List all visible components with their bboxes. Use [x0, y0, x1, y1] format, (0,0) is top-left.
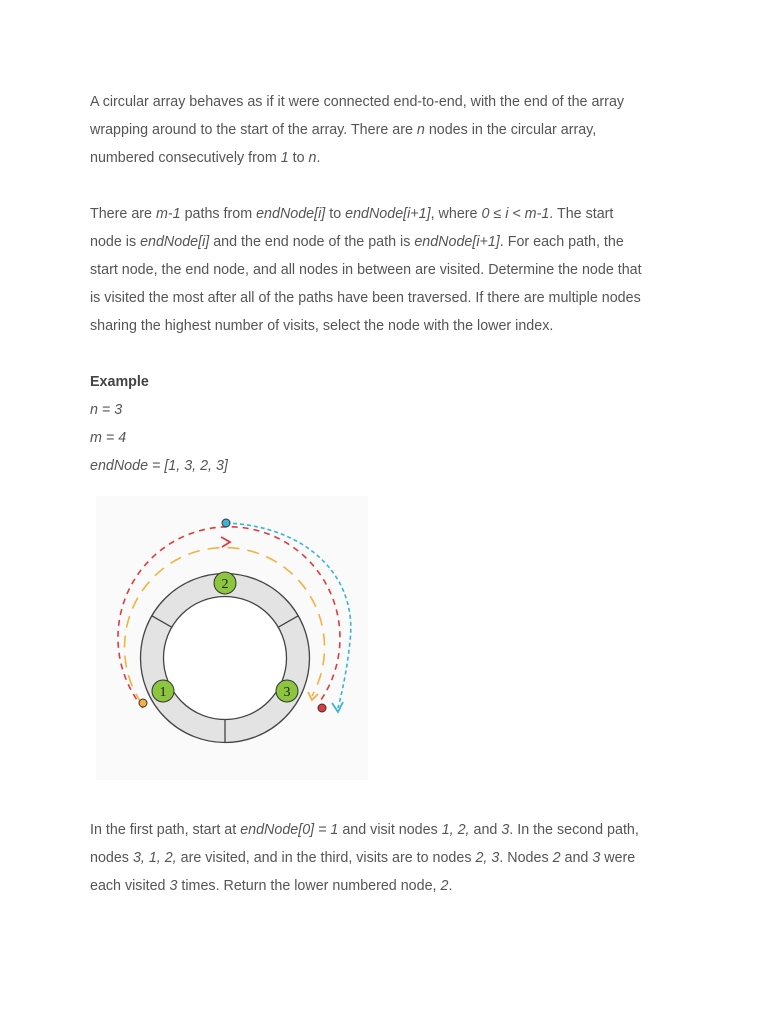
- var-answer: 2: [440, 878, 449, 894]
- paths-text: node is: [90, 234, 141, 250]
- paths-text: . The start: [549, 206, 614, 222]
- var-node: 3: [501, 822, 510, 838]
- intro-line-2: wrapping around to the start of the array. There are: [90, 122, 417, 138]
- paths-text: , where: [430, 206, 482, 222]
- var-count: 3: [169, 878, 178, 894]
- explanation-text: .: [448, 878, 453, 894]
- var-m1: m-1: [155, 206, 181, 222]
- paths-line-5: sharing the highest number of visits, select the node with the lower index.: [90, 318, 554, 334]
- intro-line-1: A circular array behaves as if it were connected end-to-end, with the end of the array: [90, 94, 625, 110]
- paths-text: to: [325, 206, 346, 222]
- example-endnode: endNode = [1, 3, 2, 3]: [90, 458, 228, 474]
- paths-line-4: is visited the most after all of the paths have been traversed. If there are multiple nodes: [90, 290, 641, 306]
- paths-text: paths from: [180, 206, 257, 222]
- node-1: [152, 680, 174, 702]
- explanation-text: . Nodes: [499, 850, 553, 866]
- explanation-text: were: [600, 850, 636, 866]
- var-condition: 0 ≤ i < m-1: [481, 206, 550, 222]
- var-node: 3: [592, 850, 601, 866]
- explanation-text: and: [469, 822, 502, 838]
- blue-endpoint: [222, 519, 230, 527]
- intro-line-3: numbered consecutively from: [90, 150, 281, 166]
- example-block: [90, 368, 690, 480]
- var-endnode-i1: endNode[i+1]: [414, 234, 500, 250]
- intro-paragraph: [90, 88, 690, 172]
- paths-text: and the end node of the path is: [209, 234, 415, 250]
- diagram-svg: [96, 496, 368, 780]
- intro-to: to: [288, 150, 309, 166]
- var-endnode-i1: endNode[i+1]: [345, 206, 431, 222]
- circular-array-diagram: [96, 496, 368, 780]
- node-3: [276, 680, 298, 702]
- var-endnode-i: endNode[i]: [256, 206, 326, 222]
- explanation-text: times. Return the lower numbered node,: [177, 878, 441, 894]
- example-n: n = 3: [90, 402, 123, 418]
- example-heading: Example: [90, 374, 149, 390]
- explanation-text: In the first path, start at: [90, 822, 241, 838]
- var-nodes: 2, 3: [475, 850, 500, 866]
- intro-period: .: [316, 150, 321, 166]
- var-node: 2: [552, 850, 561, 866]
- explanation-text: each visited: [90, 878, 170, 894]
- problem-statement: [90, 88, 690, 480]
- var-nodes: 1, 2,: [441, 822, 470, 838]
- explanation-text: and: [560, 850, 593, 866]
- paths-text: . For each path, the: [499, 234, 624, 250]
- var-n: n: [416, 122, 425, 138]
- intro-line-2b: nodes in the circular array,: [424, 122, 597, 138]
- var-endnode-i: endNode[i]: [140, 234, 210, 250]
- explanation-paragraph: [90, 816, 690, 900]
- explanation-text: are visited, and in the third, visits are to nodes: [176, 850, 476, 866]
- orange-endpoint: [139, 699, 147, 707]
- explanation-text: nodes: [90, 850, 133, 866]
- ring-inner-edge: [164, 597, 287, 720]
- node-1-label: 1: [159, 685, 167, 700]
- example-m: m = 4: [90, 430, 127, 446]
- explanation-text: . In the second path,: [509, 822, 639, 838]
- node-3-label: 3: [283, 685, 291, 700]
- node-2-label: 2: [221, 577, 229, 592]
- paths-paragraph: [90, 200, 690, 340]
- red-endpoint: [318, 704, 326, 712]
- paths-text: There are: [90, 206, 156, 222]
- node-2: [214, 572, 236, 594]
- var-n-2: n: [308, 150, 317, 166]
- var-nodes: 3, 1, 2,: [132, 850, 177, 866]
- var-endnode-0: endNode[0] = 1: [240, 822, 339, 838]
- explanation-text: and visit nodes: [338, 822, 442, 838]
- var-one: 1: [280, 150, 289, 166]
- paths-line-3: start node, the end node, and all nodes in between are visited. Determine the node that: [90, 262, 642, 278]
